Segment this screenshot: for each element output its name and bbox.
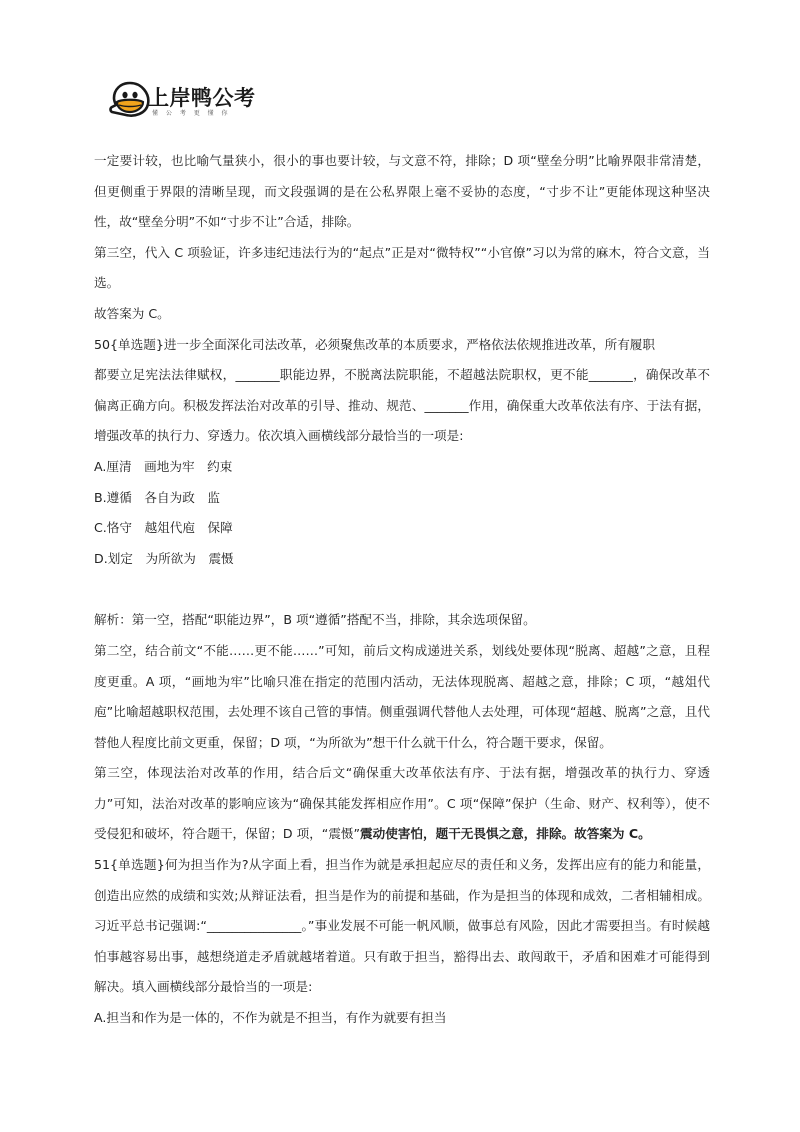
logo-subtitle: 懂 公 考 更 懂 你 bbox=[152, 110, 231, 117]
analysis-bold-text: 震动使害怕，题干无畏惧之意，排除。故答案为 C。 bbox=[360, 826, 651, 842]
paragraph: 故答案为 C。 bbox=[94, 305, 170, 321]
analysis-text: 第三空，体现法治对改革的作用，结合后文“确保重大改革依法有序、于法有据，增强改革的执行力、穿透力”可知，法治对改革的影响应该为“确保其能发挥相应作用”。C 项“保障”保护（生命、财产、权利等），使不受侵犯和破坏，符合题干，保留；D 项，“震慑” bbox=[94, 765, 710, 842]
question-51-option-a: A.担当和作为是一体的，不作为就是不担当，有作为就要有担当 bbox=[94, 1010, 447, 1026]
brand-logo bbox=[108, 80, 258, 120]
logo-title: 上岸鸭公考 bbox=[148, 86, 256, 110]
analysis-paragraph bbox=[94, 758, 710, 850]
question-50-intro: 50{单选题}进一步全面深化司法改革，必须聚焦改革的本质要求，严格依法依规推进改革，所有履职 bbox=[94, 336, 655, 352]
question-50-option-b: B.遵循 各自为政 监 bbox=[94, 489, 220, 505]
question-50-option-d: D.划定 为所欲为 震慑 bbox=[94, 550, 234, 566]
question-50-body: 都要立足宪法法律赋权，_______职能边界，不脱离法院职能，不超越法院职权，更不能_______，确保改革不偏离正确方向。积极发挥法治对改革的引导、推动、规范、_______作用，确保重大改革依法有序、于法有据，增强改革的执行力、穿透力。依次填入画横线部分最恰当的一项是: bbox=[94, 367, 710, 444]
duck-logo-icon bbox=[108, 80, 152, 118]
question-51: 51{单选题}何为担当作为?从字面上看，担当作为就是承担起应尽的责任和义务，发挥出应有的能力和能量，创造出应然的成绩和实效;从辩证法看，担当是作为的前提和基础，作为是担当的体现和成效，二者相辅相成。习近平总书记强调:“_______________。”事业发展不可能一帆风顺，做事总有风险，因此才需要担当。有时候越怕事越容易出事，越想绕道走矛盾就越堵着道。只有敢于担当，豁得出去、敢闯敢干，矛盾和困难才可能得到解决。填入画横线部分最恰当的一项是: bbox=[94, 857, 710, 995]
paragraph: 一定要计较，也比喻气量狭小，很小的事也要计较，与文意不符，排除；D 项“壁垒分明”比喻界限非常清楚，但更侧重于界限的清晰呈现，而文段强调的是在公私界限上毫不妥协的态度，“寸步不让”更能体现这种坚决性，故“壁垒分明”不如“寸步不让”合适，排除。 bbox=[94, 153, 710, 230]
paragraph: 第三空，代入 C 项验证，许多违纪违法行为的“起点”正是对“微特权”“小官僚”习以为常的麻木，符合文意，当选。 bbox=[94, 244, 710, 291]
question-50-option-c: C.恪守 越俎代庖 保障 bbox=[94, 520, 233, 536]
document-body bbox=[94, 146, 710, 1034]
analysis-paragraph: 解析：第一空，搭配“职能边界”，B 项“遵循”搭配不当，排除，其余选项保留。 bbox=[94, 612, 536, 628]
analysis-paragraph: 第二空，结合前文“不能……更不能……”可知，前后文构成递进关系，划线处要体现“脱离、超越”之意，且程度更重。A 项，“画地为牢”比喻只准在指定的范围内活动，无法体现脱离、超越之意，排除；C 项，“越俎代庖”比喻超越职权范围，去处理不该自己管的事情。侧重强调代替他人去处理，可体现“超越、脱离”之意，且代替他人程度比前文更重，保留；D 项，“为所欲为”想干什么就干什么，符合题干要求，保留。 bbox=[94, 642, 710, 750]
spacer bbox=[94, 574, 710, 605]
question-50-option-a: A.厘清 画地为牢 约束 bbox=[94, 458, 233, 474]
